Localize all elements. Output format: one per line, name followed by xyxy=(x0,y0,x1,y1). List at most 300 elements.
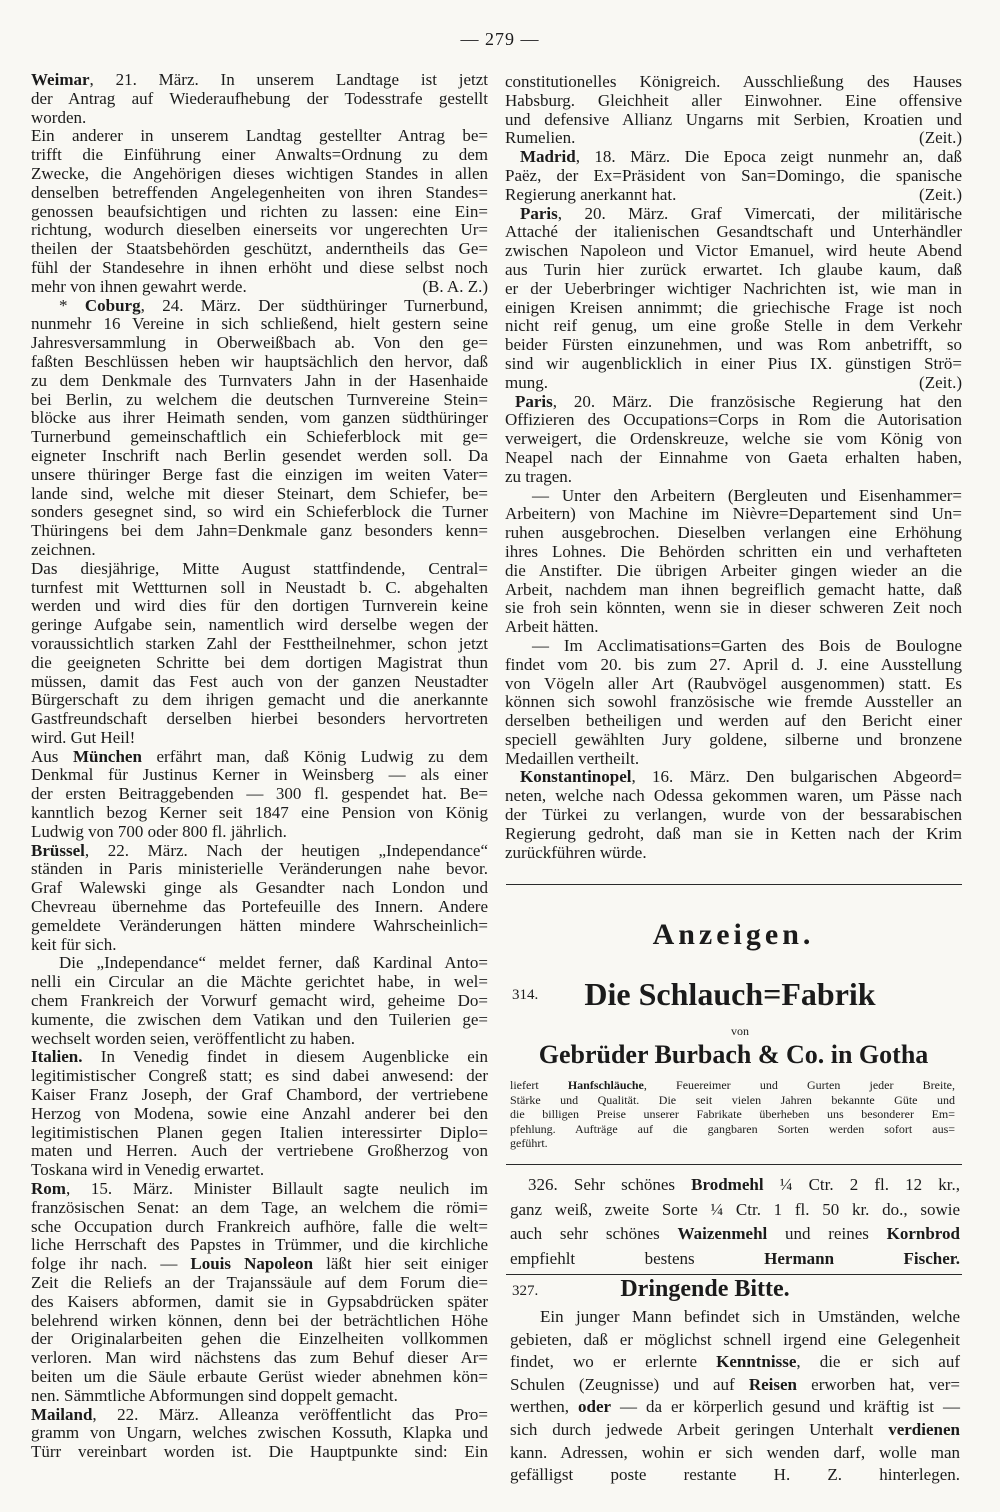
line-text: Herzog von Modena, sowie eine Anzahl anderer bei den xyxy=(31,1103,488,1123)
ad-company-name: Gebrüder Burbach & Co. in Gotha xyxy=(538,1040,929,1069)
line-text: denselben betreffenden Angelegenheiten von ihren Standes= xyxy=(31,182,488,202)
line-text: der Originalarbeiten gehen die Einzelheiten vollkommen xyxy=(31,1329,488,1349)
line-text: nen. Sämmtliche Abformungen sind doppelt gemacht. xyxy=(31,1385,398,1405)
line-text: Medaillen vertheilt. xyxy=(505,748,640,768)
source-attribution: (Zeit.) xyxy=(919,372,962,392)
article-paragraph xyxy=(505,487,962,637)
line-text: genossen beaufsichtigen und richten zu lassen: eine Ein= xyxy=(31,201,488,221)
text-line xyxy=(31,1236,488,1255)
text-line xyxy=(31,315,488,334)
line-text: Arbeit, nachdem man ihnen begreiflich gemacht hatte, daß xyxy=(505,579,962,599)
ad-headline: Die Schlauch=Fabrik xyxy=(584,976,876,1012)
line-text xyxy=(510,1375,960,1394)
text-run: — da er körperlich gesund und kräftig ist — xyxy=(611,1397,960,1417)
emphasized-word: Konstantinopel xyxy=(520,767,632,787)
text-run: empfiehlt bestens xyxy=(510,1248,765,1268)
text-line xyxy=(505,787,962,806)
text-line xyxy=(505,750,962,769)
line-text: nelli ein Circular an die Mächte gerichtet habe, in wel= xyxy=(31,972,488,992)
text-line xyxy=(505,336,962,355)
line-text: zu dem Denkmale des Turnvaters Jahn in der Hasenhaide xyxy=(31,370,488,390)
line-text: die Anstifter. Die übrigen Arbeiter gingen wieder an die xyxy=(505,560,962,580)
line-text: liche Herrschaft des Papstes in Trümmer, und die kirchliche xyxy=(31,1235,488,1255)
text-line xyxy=(505,411,962,430)
text-line xyxy=(31,334,488,353)
line-text: beider Fürsten einzunehmen, und was Rom anbetrifft, so xyxy=(505,335,962,355)
line-text: wechselt worden seien, veröffentlicht zu haben. xyxy=(31,1028,355,1048)
text-run: , 16. März. Den bulgarischen Abgeord= xyxy=(631,767,962,787)
line-text: verloren. Man wird nächstens das zum Behuf dieser Ar= xyxy=(31,1348,488,1368)
line-text: einigen Kreisen annimmt; die griechische Frage ist noch xyxy=(505,297,962,317)
text-line xyxy=(31,898,488,917)
text-line xyxy=(505,167,962,186)
ad-by-label: von xyxy=(731,1024,749,1038)
text-line xyxy=(31,992,488,1011)
text-line xyxy=(31,1387,488,1406)
article-paragraph xyxy=(31,1180,488,1406)
source-attribution: (Zeit.) xyxy=(919,128,962,148)
text-line xyxy=(31,1218,488,1237)
emphasized-word: Italien. xyxy=(31,1047,83,1067)
text-line xyxy=(31,1086,488,1105)
line-text xyxy=(520,767,962,786)
text-line xyxy=(31,1067,488,1086)
line-text: er der Ueberbringer wichtiger Nachrichten ist, wie man in xyxy=(505,278,962,298)
text-line xyxy=(31,1349,488,1368)
line-text: Offizieren des Occupations=Corps in Rom die Autorisation xyxy=(505,410,962,430)
line-text: ihres Lohnes. Die Behörden schritten ein und verhafteten xyxy=(505,541,962,561)
text-line xyxy=(31,1142,488,1161)
text-line xyxy=(510,1374,960,1397)
line-text: ständen in Paris ministerielle Veränderungen nahe bevor. xyxy=(31,859,488,879)
text-run: , die er sich auf xyxy=(796,1352,960,1372)
text-line xyxy=(505,487,962,506)
line-text: zwischen Napoleon und Victor Emanuel, wird heute Abend xyxy=(505,241,962,261)
line-text: sind wir augenblicklich in einer Pius IX. günstigen Strö= xyxy=(505,353,962,373)
line-text: Paëz, der Ex=Präsident von San=Domingo, die spanische xyxy=(505,165,962,185)
line-text: voraussichtlich starken Zahl der Festtheilnehmer, schon jetzt xyxy=(31,633,488,653)
emphasized-word: Hanfschläuche xyxy=(567,1078,644,1092)
right-column xyxy=(505,73,962,862)
line-text: Regierung gedroht, daß man sie in Ketten nach der Krim xyxy=(505,823,962,843)
text-line xyxy=(31,1124,488,1143)
text-line xyxy=(31,466,488,485)
line-text: Kaiser Franz Joseph, der Graf Chambord, der vertriebene xyxy=(31,1085,488,1105)
line-text: Gastfreundschaft derselben hierbei besonders hervortreten xyxy=(31,709,488,729)
ad-headline: Dringende Bitte. xyxy=(620,1276,790,1302)
line-text: chem Frankreich der Vorwurf gemacht wird, geheime Do= xyxy=(31,991,488,1011)
emphasized-word: oder xyxy=(577,1397,612,1417)
text-line xyxy=(510,1122,955,1137)
text-line xyxy=(505,148,962,167)
text-line xyxy=(505,844,962,863)
text-line xyxy=(505,806,962,825)
emphasized-word: München xyxy=(72,746,142,766)
line-text xyxy=(31,747,488,766)
line-text: Toskana wird in Venedig erwartet. xyxy=(31,1160,265,1180)
line-text: Graf Walewski ginge als Gesandter nach London und xyxy=(31,878,488,898)
line-text: Habsburg. Gleichheit aller Einwohner. Eine offensive xyxy=(505,90,962,110)
emphasized-word: Madrid xyxy=(520,147,576,167)
text-line xyxy=(31,1030,488,1049)
emphasized-word: Kornbrod xyxy=(886,1224,960,1243)
text-line xyxy=(505,73,962,92)
text-run: , 20. März. Die französische Regierung hat den xyxy=(552,391,962,411)
text-line xyxy=(510,1247,960,1272)
text-line xyxy=(31,447,488,466)
line-text: faßten Beschlüssen heben wir hauptsächlich den hervor, daß xyxy=(31,351,488,371)
article-paragraph xyxy=(31,297,488,560)
article-paragraph xyxy=(505,768,962,862)
text-line xyxy=(510,1173,960,1198)
line-text: gramm von Ungarn, welches zwischen Kossuth, Klapka und xyxy=(31,1423,488,1443)
line-text xyxy=(31,1405,488,1424)
line-text: Ludwig von 700 oder 800 fl. jährlich. xyxy=(31,821,287,841)
line-text: die billigen Preise unserer Fabrikate überheben uns besonderer Em= xyxy=(510,1107,955,1121)
text-line xyxy=(505,581,962,600)
text-line xyxy=(31,823,488,842)
emphasized-word: Waizenmehl xyxy=(677,1224,768,1243)
emphasized-word: Paris xyxy=(515,391,553,411)
text-line xyxy=(505,543,962,562)
text-line xyxy=(510,1198,960,1223)
text-line xyxy=(510,1329,960,1352)
text-line xyxy=(31,1105,488,1124)
line-text: verweigert, die Ordenskreuze, welche sie vom König von xyxy=(505,429,962,449)
text-line xyxy=(510,1464,960,1487)
line-text: keit für sich. xyxy=(31,934,117,954)
text-line xyxy=(505,374,962,393)
text-line xyxy=(31,90,488,109)
line-text xyxy=(510,1249,960,1268)
line-text: geringe Aufgabe sein, namentlich wird derselbe wegen der xyxy=(31,615,488,635)
text-line xyxy=(31,259,488,278)
article-paragraph xyxy=(31,842,488,955)
article-paragraph xyxy=(505,205,962,393)
line-text: fühl der Standesehre in ihnen erhöht und diese selbst noch xyxy=(31,257,488,277)
text-run: erworben hat, ver= xyxy=(797,1374,960,1394)
text-line xyxy=(31,691,488,710)
text-line xyxy=(31,522,488,541)
text-line xyxy=(505,562,962,581)
line-text: sonders gesegnet sind, so wird ein Schieferblock die Turner xyxy=(31,502,488,522)
text-line xyxy=(505,317,962,336)
line-text: von Vögeln aller Art (Raubvögel ausgenommen) statt. Es xyxy=(505,673,962,693)
text-line xyxy=(505,111,962,130)
ad-divider xyxy=(506,1164,962,1165)
line-text: die geeigneten Schritte bei dem dortigen Magistrat thun xyxy=(31,652,488,672)
text-run: Schulen (Zeugnisse) und auf xyxy=(510,1374,749,1394)
text-line xyxy=(31,597,488,616)
text-line xyxy=(505,92,962,111)
text-line xyxy=(505,242,962,261)
line-text: lande sind, welche mit dieser Steinart, dem Schiefer, be= xyxy=(31,483,488,503)
text-line xyxy=(31,1293,488,1312)
text-line xyxy=(31,1406,488,1425)
text-line xyxy=(31,391,488,410)
line-text: Zwecke, die Angehörigen dieses wichtigen Standes in allen xyxy=(31,163,488,183)
text-line xyxy=(505,186,962,205)
text-line xyxy=(505,656,962,675)
line-text: aus Turin hier zurück erwartet. Ich glaube kaum, daß xyxy=(505,259,962,279)
line-text: maten und Herren. Auch der vertriebene Großherzog von xyxy=(31,1141,488,1161)
line-text: speciell gewählten Jury goldene, silberne und bronzene xyxy=(505,729,962,749)
line-text: Rumelien. xyxy=(505,128,576,148)
text-line xyxy=(31,165,488,184)
text-run: , 15. März. Minister Billault sagte neulich im xyxy=(65,1179,488,1199)
line-text: des Kaisers abformen, damit sie in Gypsabdrücken später xyxy=(31,1291,488,1311)
text-run: , Feuereimer und Gurten jeder Breite, xyxy=(643,1078,955,1092)
line-text: belehrend wirken können, denn bei der beträchtlichen Höhe xyxy=(31,1310,488,1330)
line-text: Bürgerschaft zu dem ihrigen gemacht und die anerkannte xyxy=(31,690,488,710)
line-text: Stärke und Qualität. Die seit vielen Jahren bekannte Güte und xyxy=(510,1092,955,1107)
text-line xyxy=(31,842,488,861)
article-paragraph xyxy=(31,1406,488,1462)
emphasized-word: Rom xyxy=(31,1179,66,1199)
line-text: unsere thüringer Berge fast die einzigen im weiten Vater= xyxy=(31,464,488,484)
line-text xyxy=(31,1179,488,1198)
line-text: Die „Independance“ meldet ferner, daß Kardinal Anto= xyxy=(59,953,488,973)
line-text: neten, welche nach Odessa gekommen waren, um Pässe nach xyxy=(505,786,962,806)
text-line xyxy=(31,860,488,879)
text-line xyxy=(510,1093,955,1108)
text-line xyxy=(505,505,962,524)
text-line xyxy=(510,1396,960,1419)
line-text: beiten um die Säule erbaute Gerüst wieder abnehmen kön= xyxy=(31,1366,488,1386)
text-line xyxy=(31,1011,488,1030)
text-line xyxy=(31,917,488,936)
line-text xyxy=(520,147,962,166)
line-text: bei Berlin, zu welchem die deutschen Turnvereine Stein= xyxy=(31,389,488,409)
article-paragraph xyxy=(31,954,488,1048)
text-line xyxy=(510,1107,955,1122)
line-text: turnfest mit Wettturnen soll in Neustadt b. C. abgehalten xyxy=(31,577,488,597)
line-text: gemeldete Veränderungen hätten mindere Wahrscheinlich= xyxy=(31,915,488,935)
text-line xyxy=(31,729,488,748)
line-text: trifft die Einführung einer Anwalts=Ordnung zu dem xyxy=(31,145,488,165)
line-text xyxy=(31,841,488,860)
line-text xyxy=(31,1254,488,1273)
text-line xyxy=(31,879,488,898)
text-line xyxy=(505,768,962,787)
line-text: geführt. xyxy=(510,1136,548,1150)
text-line xyxy=(31,579,488,598)
text-line xyxy=(31,936,488,955)
text-line xyxy=(31,71,488,90)
text-line xyxy=(505,524,962,543)
line-text: derselben betheiligen und werden auf den Bericht einer xyxy=(505,711,962,731)
line-text: französischen Senat: an dem Tage, an welchem die römi= xyxy=(31,1197,488,1217)
text-line xyxy=(31,127,488,146)
line-text xyxy=(31,1047,488,1066)
text-line xyxy=(505,449,962,468)
text-line xyxy=(510,1078,955,1093)
source-attribution: (B. A. Z.) xyxy=(422,276,488,296)
line-text: — Unter den Arbeitern (Bergleuten und Eisenhammer= xyxy=(532,485,962,505)
line-text: Turnerbund gemeinschaftlich ein Schieferblock mit ge= xyxy=(31,427,488,447)
page-number: — 279 — xyxy=(460,29,540,49)
line-text: kumente, die zwischen dem Vatikan und den Tuilerien ge= xyxy=(31,1009,488,1029)
line-text: mung. xyxy=(505,372,548,392)
text-line xyxy=(31,184,488,203)
text-line xyxy=(31,1274,488,1293)
line-text: findet vom 20. bis zum 27. April d. J. eine Ausstellung xyxy=(505,654,962,674)
text-line xyxy=(31,485,488,504)
line-text xyxy=(510,1224,960,1243)
line-text: — Im Acclimatisations=Garten des Bois de Boulogne xyxy=(532,635,962,655)
text-line xyxy=(505,693,962,712)
text-line xyxy=(31,278,488,297)
text-run: werthen, xyxy=(510,1397,578,1417)
text-line xyxy=(505,712,962,731)
text-run: auch sehr schönes xyxy=(510,1224,678,1243)
line-text: Thüringens bei dem Jahn=Denkmale ganz besonders kenn= xyxy=(31,521,488,541)
emphasized-word: Mailand xyxy=(31,1404,93,1424)
article-paragraph xyxy=(505,393,962,487)
line-text xyxy=(510,1078,955,1092)
emphasized-word: Louis Napoleon xyxy=(190,1254,314,1274)
line-text: der ersten Beitraggebenden — 300 fl. gespendet hat. Be= xyxy=(31,784,488,804)
text-line xyxy=(31,1180,488,1199)
text-line xyxy=(505,261,962,280)
emphasized-word: Coburg xyxy=(84,295,141,315)
text-line xyxy=(31,748,488,767)
line-text: Chevreau übernehme das Portefeuille des Innern. Andere xyxy=(31,897,488,917)
text-line xyxy=(31,1161,488,1180)
text-line xyxy=(31,428,488,447)
text-run: ¼ Ctr. 2 fl. 12 kr., xyxy=(763,1175,960,1194)
line-text: Neapel nach der Einnahme von Gaeta erhalten haben, xyxy=(505,447,962,467)
text-line xyxy=(505,430,962,449)
text-run: und reines xyxy=(767,1224,887,1243)
line-text: Denkmal für Justinus Kerner in Weinsberg — als einer xyxy=(31,765,488,785)
line-text: Regierung anerkannt hat. xyxy=(505,184,677,204)
ad-body xyxy=(510,1173,960,1271)
ad-number: 314. xyxy=(512,987,539,1003)
line-text: Ein junger Mann befindet sich in Umständen, welche xyxy=(540,1307,960,1326)
line-text: constitutionelles Königreich. Ausschließung des Hauses xyxy=(505,72,962,91)
line-text xyxy=(510,1397,960,1416)
text-line xyxy=(510,1442,960,1465)
emphasized-word: Paris xyxy=(520,203,558,223)
text-line xyxy=(31,541,488,560)
line-text: blöcke aus ihrer Heimath senden, vom ganzen südthüringer xyxy=(31,408,488,428)
text-line xyxy=(505,468,962,487)
text-line xyxy=(31,766,488,785)
text-line xyxy=(31,109,488,128)
text-run: , 18. März. Die Epoca zeigt nunmehr an, daß xyxy=(575,147,962,167)
ad-divider xyxy=(506,1274,962,1275)
text-run: , 22. März. Nach der heutigen „Independance“ xyxy=(84,840,488,860)
text-line xyxy=(505,129,962,148)
text-line xyxy=(31,297,488,316)
text-line xyxy=(31,353,488,372)
text-line xyxy=(31,1199,488,1218)
line-text: legitimistischen Planen gegen Italien interessirter Diplo= xyxy=(31,1122,488,1142)
text-line xyxy=(505,393,962,412)
ad-number: 327. xyxy=(512,1283,539,1299)
text-run: liefert xyxy=(510,1078,568,1092)
line-text: zeichnen. xyxy=(31,539,96,559)
text-line xyxy=(31,221,488,240)
line-text: Ein anderer in unserem Landtag gestellter Antrag be= xyxy=(31,126,488,146)
text-run: * xyxy=(59,295,85,315)
article-paragraph xyxy=(31,1048,488,1180)
text-line xyxy=(31,1443,488,1462)
text-line xyxy=(31,1330,488,1349)
text-line xyxy=(31,240,488,259)
text-line xyxy=(510,1351,960,1374)
line-text: Jahresversammlung in Oberweißbach ab. Von den ge= xyxy=(31,333,488,353)
text-line xyxy=(31,503,488,522)
line-text: wird. Gut Heil! xyxy=(31,727,136,747)
line-text: kann. Adressen, wohin er sich wenden darf, wolle man xyxy=(510,1442,960,1462)
text-line xyxy=(505,355,962,374)
line-text: nicht reif genug, um eine große Stelle in dem Verkehr xyxy=(505,316,962,336)
ad-body xyxy=(510,1306,960,1487)
text-line xyxy=(31,785,488,804)
line-text: Zeit die Reliefs an der Trajanssäule auf dem Forum die= xyxy=(31,1273,488,1292)
text-run: , 20. März. Graf Vimercati, der militärische xyxy=(557,203,962,223)
text-line xyxy=(31,954,488,973)
text-line xyxy=(31,710,488,729)
ad-body xyxy=(510,1078,955,1151)
line-text: der Türkei zu verlangen, wurde von der bessarabischen xyxy=(505,805,962,825)
line-text: Das diesjährige, Mitte August stattfindende, Central= xyxy=(31,558,488,578)
text-line xyxy=(31,560,488,579)
article-paragraph xyxy=(505,73,962,148)
line-text xyxy=(528,1175,960,1194)
text-line xyxy=(31,1368,488,1387)
ads-section-title: Anzeigen. xyxy=(652,918,815,951)
text-line xyxy=(31,146,488,165)
article-paragraph xyxy=(31,560,488,748)
line-text: worden. xyxy=(31,107,87,127)
line-text: und defensive Allianz Ungarns mit Serbien, Kroatien und xyxy=(505,109,962,129)
text-run: 326. Sehr schönes xyxy=(528,1175,692,1194)
text-line xyxy=(31,654,488,673)
line-text xyxy=(31,70,488,89)
text-run: Aus xyxy=(31,746,73,766)
text-line xyxy=(505,205,962,224)
line-text: eigneter Inschrift nach Berlin gesendet werden soll. Da xyxy=(31,445,488,465)
text-run: , 22. März. Alleanza veröffentlicht das Pro= xyxy=(92,1404,488,1424)
text-run: , 21. März. In unserem Landtage ist jetzt xyxy=(89,70,488,89)
text-line xyxy=(505,825,962,844)
text-line xyxy=(505,599,962,618)
text-line xyxy=(510,1136,955,1151)
text-line xyxy=(510,1222,960,1247)
text-line xyxy=(505,731,962,750)
text-line xyxy=(505,618,962,637)
line-text xyxy=(520,204,962,223)
line-text: richtung, wodurch dieselben einerseits vor ungerechten Ur= xyxy=(31,220,488,240)
text-line xyxy=(510,1419,960,1442)
text-line xyxy=(505,675,962,694)
article-paragraph xyxy=(505,148,962,204)
source-attribution: (Zeit.) xyxy=(919,184,962,204)
emphasized-word: Hermann Fischer. xyxy=(764,1248,960,1268)
emphasized-word: Brüssel xyxy=(31,840,85,860)
line-text: kanntlich bezog Kerner seit 1847 eine Pension von König xyxy=(31,803,488,823)
emphasized-word: Reisen xyxy=(748,1374,798,1394)
text-line xyxy=(31,372,488,391)
line-text: müssen, damit das Fest auch von der ganzen Neustadter xyxy=(31,671,488,691)
line-text: zu tragen. xyxy=(505,466,573,486)
line-text: werden und wird dies für den dortigen Turnverein keine xyxy=(31,596,488,616)
line-text: der Antrag auf Wiederaufhebung der Todesstrafe gestellt xyxy=(31,88,488,108)
text-line xyxy=(31,673,488,692)
